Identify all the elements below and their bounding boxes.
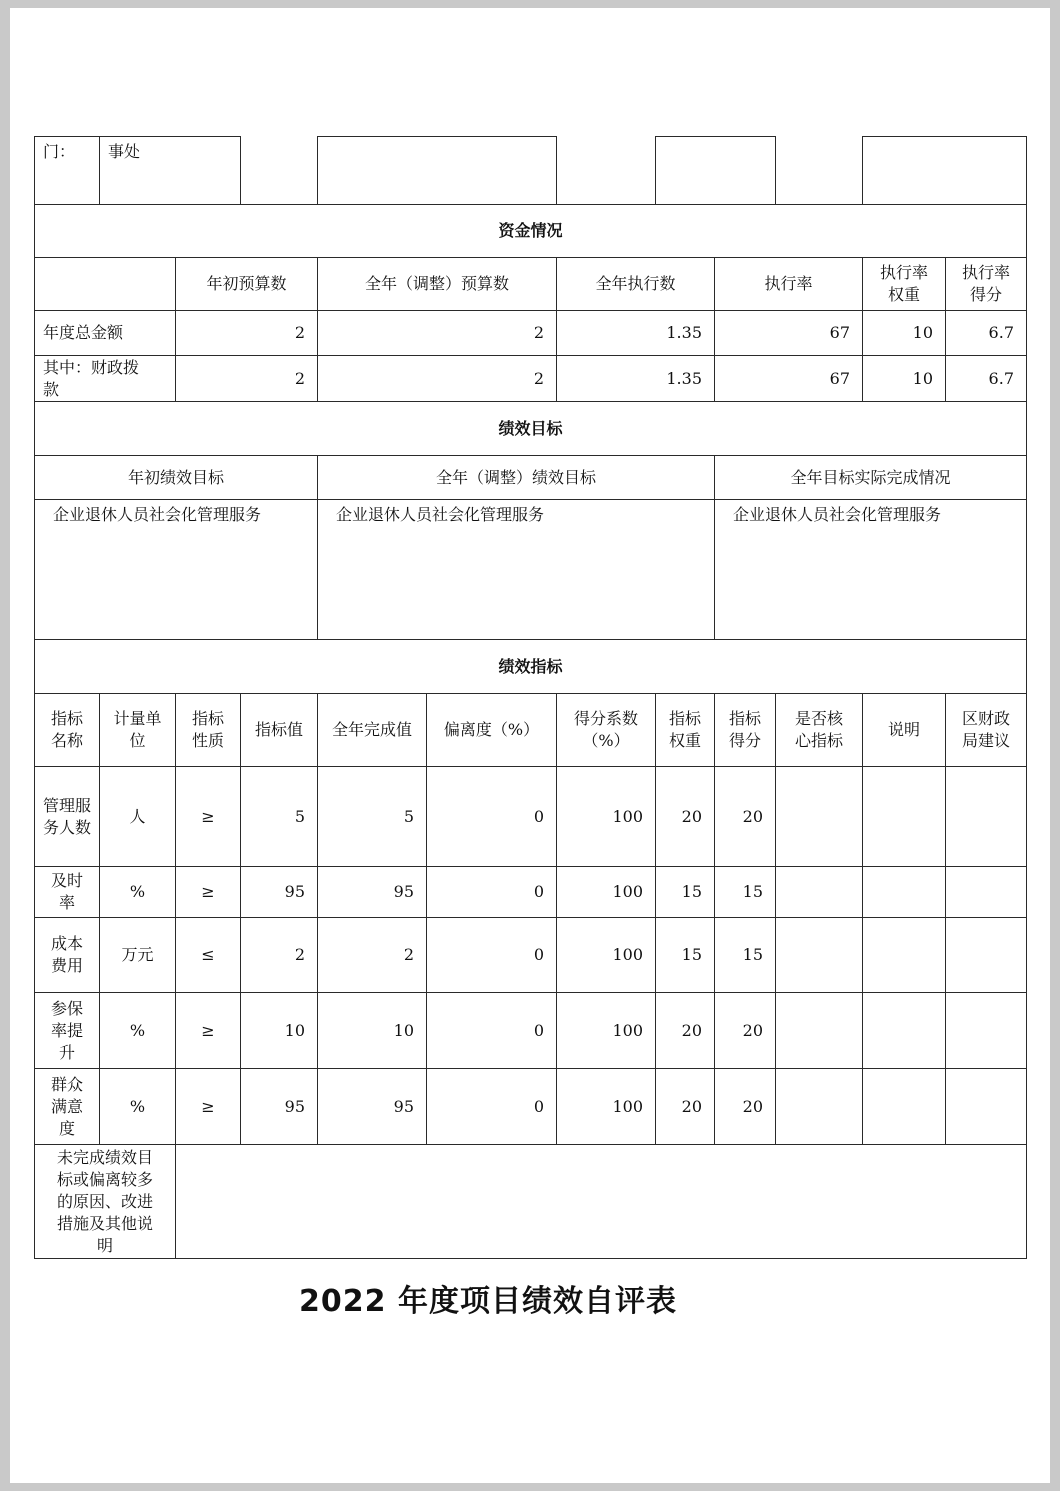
funds-value: 67 xyxy=(714,355,863,402)
funds-value: 6.7 xyxy=(945,310,1027,356)
indicator-note-cell xyxy=(862,1068,946,1145)
indicator-score: 20 xyxy=(714,766,776,867)
indicator-score: 15 xyxy=(714,917,776,993)
funds-col-header: 执行率得分 xyxy=(945,257,1027,311)
indicator-col-header: 偏离度（%） xyxy=(426,693,557,767)
dept-value: 事处 xyxy=(99,136,241,205)
funds-value: 2 xyxy=(175,355,318,402)
funds-value: 1.35 xyxy=(556,355,715,402)
funds-col-header: 全年执行数 xyxy=(556,257,715,311)
indicator-note-cell xyxy=(862,992,946,1069)
indicator-target: 95 xyxy=(240,1068,318,1145)
indicator-col-header: 指标权重 xyxy=(655,693,715,767)
indicator-unit: % xyxy=(99,992,176,1069)
indicator-note-cell xyxy=(862,766,946,867)
funds-value: 67 xyxy=(714,310,863,356)
blank-cell xyxy=(655,136,776,205)
funds-row-label: 年度总金额 xyxy=(34,310,176,356)
blank-cell xyxy=(862,136,1027,205)
funds-col-header: 执行率权重 xyxy=(862,257,946,311)
indicator-actual: 5 xyxy=(317,766,427,867)
indicator-core-cell xyxy=(775,917,863,993)
indicator-suggestion-cell xyxy=(945,992,1027,1069)
goal-actual: 企业退休人员社会化管理服务 xyxy=(714,499,1027,640)
indicator-deviation: 0 xyxy=(426,917,557,993)
funds-value: 2 xyxy=(317,310,557,356)
funds-col-header: 年初预算数 xyxy=(175,257,318,311)
goals-section-title: 绩效目标 xyxy=(34,401,1027,456)
indicator-score: 20 xyxy=(714,992,776,1069)
indicator-coef: 100 xyxy=(556,1068,656,1145)
funds-col-header: 全年（调整）预算数 xyxy=(317,257,557,311)
indicator-suggestion-cell xyxy=(945,766,1027,867)
indicator-nature: ≥ xyxy=(175,992,241,1069)
funds-row-label: 其中：财政拨款 xyxy=(34,355,176,402)
indicator-suggestion-cell xyxy=(945,866,1027,918)
indicator-col-header: 说明 xyxy=(862,693,946,767)
indicator-col-header: 指标性质 xyxy=(175,693,241,767)
indicator-nature: ≥ xyxy=(175,1068,241,1145)
indicator-core-cell xyxy=(775,992,863,1069)
indicator-target: 5 xyxy=(240,766,318,867)
indicator-actual: 95 xyxy=(317,1068,427,1145)
indicator-actual: 2 xyxy=(317,917,427,993)
indicator-col-header: 得分系数（%） xyxy=(556,693,656,767)
blank-cell xyxy=(775,136,863,205)
goals-col-header: 全年（调整）绩效目标 xyxy=(317,455,715,500)
indicator-nature: ≥ xyxy=(175,866,241,918)
funds-corner-cell xyxy=(34,257,176,311)
indicator-coef: 100 xyxy=(556,766,656,867)
indicator-target: 10 xyxy=(240,992,318,1069)
indicator-weight: 20 xyxy=(655,766,715,867)
indicator-name: 参保率提升 xyxy=(34,992,100,1069)
indicator-name: 及时率 xyxy=(34,866,100,918)
indicator-deviation: 0 xyxy=(426,992,557,1069)
indicator-col-header: 计量单位 xyxy=(99,693,176,767)
indicator-score: 20 xyxy=(714,1068,776,1145)
indicator-actual: 95 xyxy=(317,866,427,918)
goals-col-header: 年初绩效目标 xyxy=(34,455,318,500)
indicator-weight: 15 xyxy=(655,917,715,993)
indicator-col-header: 指标名称 xyxy=(34,693,100,767)
indicator-name: 管理服务人数 xyxy=(34,766,100,867)
indicator-coef: 100 xyxy=(556,866,656,918)
indicator-core-cell xyxy=(775,766,863,867)
blank-cell xyxy=(317,136,557,205)
indicator-note-cell xyxy=(862,866,946,918)
indicator-coef: 100 xyxy=(556,917,656,993)
funds-col-header: 执行率 xyxy=(714,257,863,311)
indicator-suggestion-cell xyxy=(945,1068,1027,1145)
funds-value: 10 xyxy=(862,355,946,402)
indicator-target: 2 xyxy=(240,917,318,993)
funds-value: 10 xyxy=(862,310,946,356)
goals-col-header: 全年目标实际完成情况 xyxy=(714,455,1027,500)
indicator-core-cell xyxy=(775,1068,863,1145)
funds-value: 2 xyxy=(175,310,318,356)
indicator-nature: ≥ xyxy=(175,766,241,867)
indicator-unit: % xyxy=(99,866,176,918)
indicator-suggestion-cell xyxy=(945,917,1027,993)
indicator-nature: ≤ xyxy=(175,917,241,993)
indicator-deviation: 0 xyxy=(426,766,557,867)
indicator-col-header: 指标值 xyxy=(240,693,318,767)
funds-value: 1.35 xyxy=(556,310,715,356)
indicator-core-cell xyxy=(775,866,863,918)
indicator-score: 15 xyxy=(714,866,776,918)
indicator-col-header: 区财政局建议 xyxy=(945,693,1027,767)
indicator-col-header: 指标得分 xyxy=(714,693,776,767)
goal-adjusted: 企业退休人员社会化管理服务 xyxy=(317,499,715,640)
page-title: 2022 年度项目绩效自评表 xyxy=(299,1284,677,1319)
indicator-name: 成本费用 xyxy=(34,917,100,993)
blank-cell xyxy=(556,136,656,205)
indicator-weight: 20 xyxy=(655,992,715,1069)
blank-cell xyxy=(240,136,318,205)
indicator-actual: 10 xyxy=(317,992,427,1069)
indicator-weight: 20 xyxy=(655,1068,715,1145)
funds-section-title: 资金情况 xyxy=(34,204,1027,258)
indicator-unit: 万元 xyxy=(99,917,176,993)
remarks-value xyxy=(175,1144,1027,1259)
indicator-unit: 人 xyxy=(99,766,176,867)
indicator-note-cell xyxy=(862,917,946,993)
indicator-name: 群众满意度 xyxy=(34,1068,100,1145)
indicator-col-header: 全年完成值 xyxy=(317,693,427,767)
indicator-unit: % xyxy=(99,1068,176,1145)
dept-label: 门： xyxy=(34,136,100,205)
indicator-coef: 100 xyxy=(556,992,656,1069)
funds-value: 6.7 xyxy=(945,355,1027,402)
indicator-col-header: 是否核心指标 xyxy=(775,693,863,767)
indicators-section-title: 绩效指标 xyxy=(34,639,1027,694)
indicator-target: 95 xyxy=(240,866,318,918)
indicator-deviation: 0 xyxy=(426,1068,557,1145)
funds-value: 2 xyxy=(317,355,557,402)
indicator-deviation: 0 xyxy=(426,866,557,918)
remarks-label: 未完成绩效目标或偏离较多的原因、改进措施及其他说明 xyxy=(34,1144,176,1259)
indicator-weight: 15 xyxy=(655,866,715,918)
goal-initial: 企业退休人员社会化管理服务 xyxy=(34,499,318,640)
